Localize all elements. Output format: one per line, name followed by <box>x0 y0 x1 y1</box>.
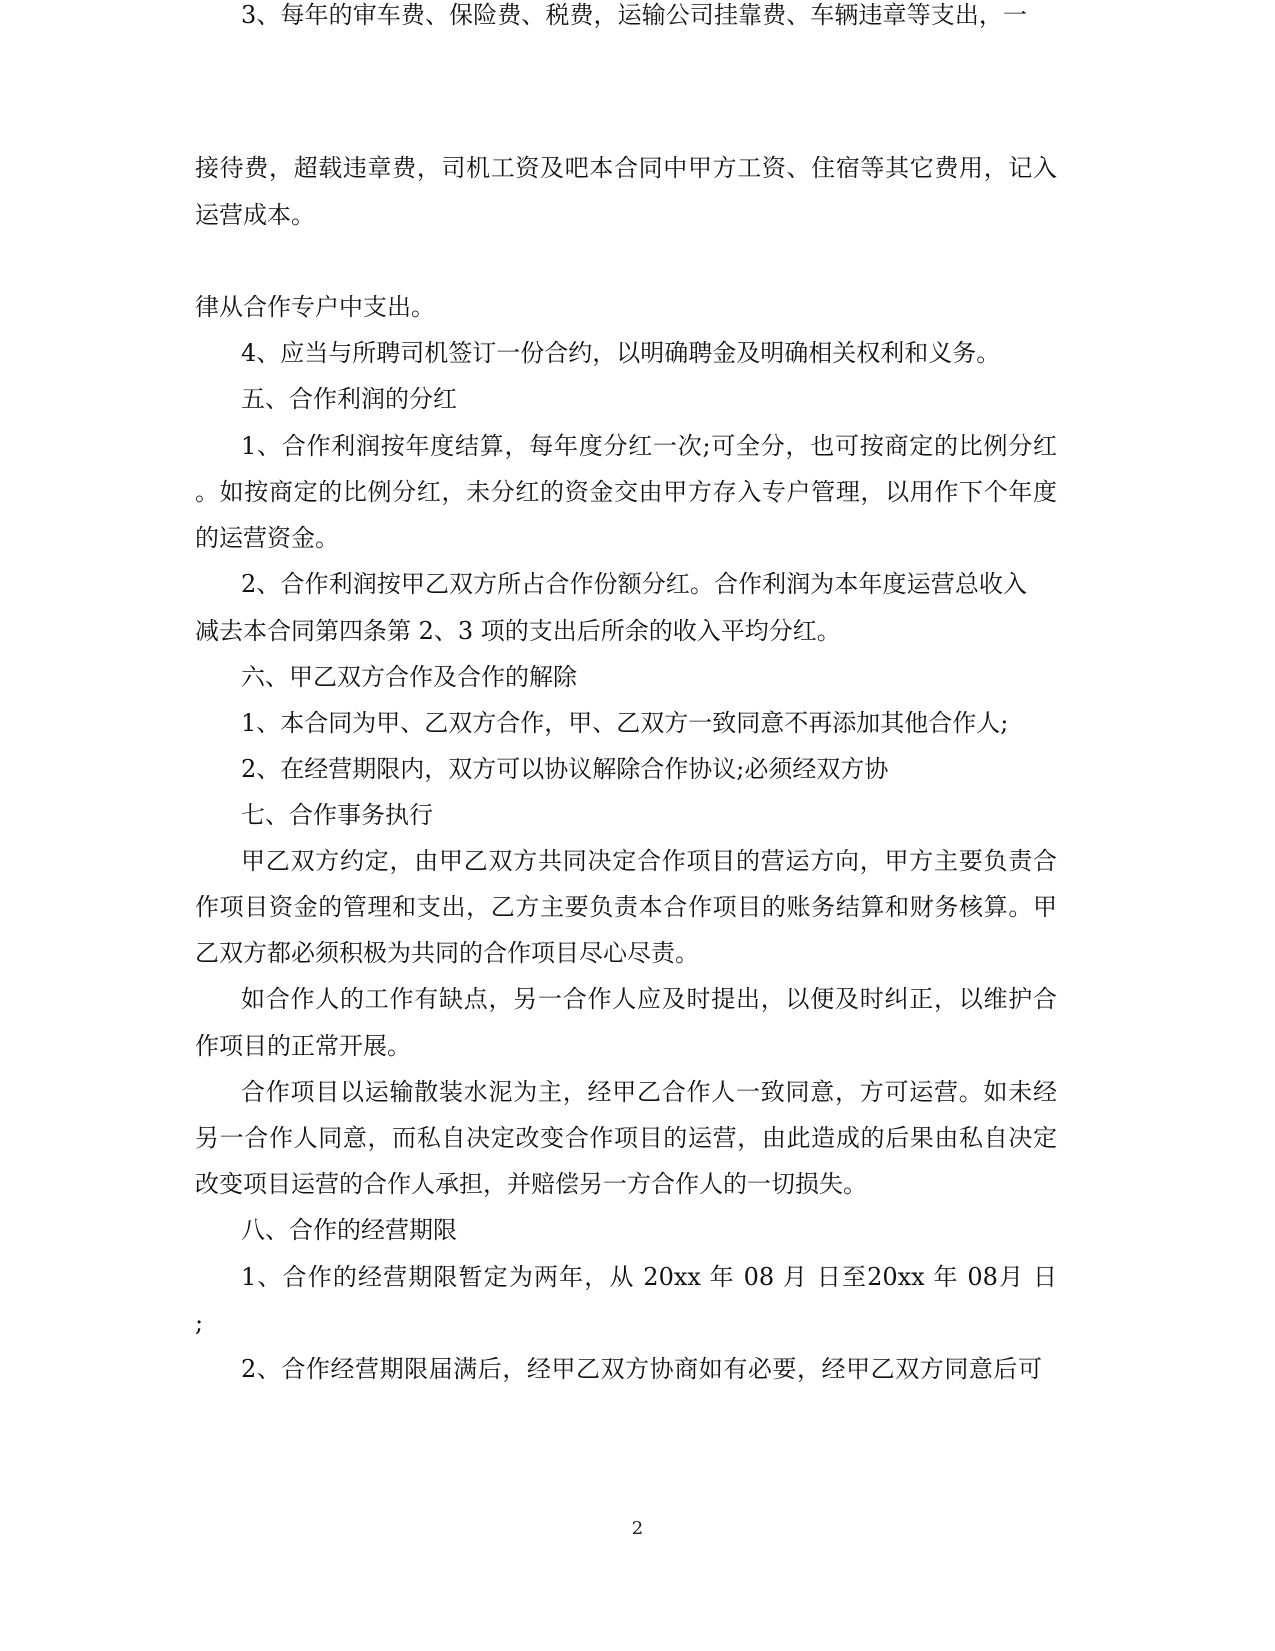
text-line: ; <box>195 1309 204 1337</box>
text-line: 如合作人的工作有缺点，另一合作人应及时提出，以便及时纠正，以维护合 <box>241 985 1057 1013</box>
text-line: 作项目资金的管理和支出，乙方主要负责本合作项目的账务结算和财务核算。甲 <box>195 893 1057 921</box>
text-line: 1、合作的经营期限暂定为两年，从 20xx 年 08 月 日至20xx 年 08月 日 <box>241 1263 1057 1291</box>
text-line: 2、在经营期限内，双方可以协议解除合作协议;必须经双方协 <box>241 755 889 783</box>
text-line: 接待费，超载违章费，司机工资及吧本合同中甲方工资、住宿等其它费用，记入 <box>195 154 1057 182</box>
section-heading: 五、合作利润的分红 <box>241 385 457 413</box>
page-number: 2 <box>631 1518 644 1539</box>
text-line: 4、应当与所聘司机签订一份合约，以明确聘金及明确相关权利和义务。 <box>241 339 1001 367</box>
section-heading: 八、合作的经营期限 <box>241 1216 457 1244</box>
text-line: 2、合作经营期限届满后，经甲乙双方协商如有必要，经甲乙双方同意后可 <box>241 1355 1042 1383</box>
text-line: 甲乙双方约定，由甲乙双方共同决定合作项目的营运方向，甲方主要负责合 <box>241 847 1057 875</box>
text-line: 作项目的正常开展。 <box>195 1032 411 1060</box>
text-line: 乙双方都必须积极为共同的合作项目尽心尽责。 <box>195 939 699 967</box>
text-line: 律从合作专户中支出。 <box>195 293 435 321</box>
text-line: 2、合作利润按甲乙双方所占合作份额分红。合作利润为本年度运营总收入 <box>241 570 1027 598</box>
text-line: 合作项目以运输散装水泥为主，经甲乙合作人一致同意，方可运营。如未经 <box>241 1078 1057 1106</box>
text-line: 运营成本。 <box>195 201 315 229</box>
text-line: 。如按商定的比例分红，未分红的资金交由甲方存入专户管理，以用作下个年度 <box>195 478 1057 506</box>
text-line: 改变项目运营的合作人承担，并赔偿另一方合作人的一切损失。 <box>195 1170 867 1198</box>
text-line: 减去本合同第四条第 2、3 项的支出后所余的收入平均分红。 <box>195 617 841 645</box>
section-heading: 七、合作事务执行 <box>241 801 433 829</box>
text-line: 另一合作人同意，而私自决定改变合作项目的运营，由此造成的后果由私自决定 <box>195 1124 1057 1152</box>
text-line: 3、每年的审车费、保险费、税费，运输公司挂靠费、车辆违章等支出，一 <box>241 1 1027 29</box>
text-line: 1、本合同为甲、乙双方合作，甲、乙双方一致同意不再添加其他合作人; <box>241 709 1009 737</box>
section-heading: 六、甲乙双方合作及合作的解除 <box>241 663 577 691</box>
text-line: 1、合作利润按年度结算，每年度分红一次;可全分，也可按商定的比例分红 <box>241 432 1057 460</box>
text-line: 的运营资金。 <box>195 524 339 552</box>
